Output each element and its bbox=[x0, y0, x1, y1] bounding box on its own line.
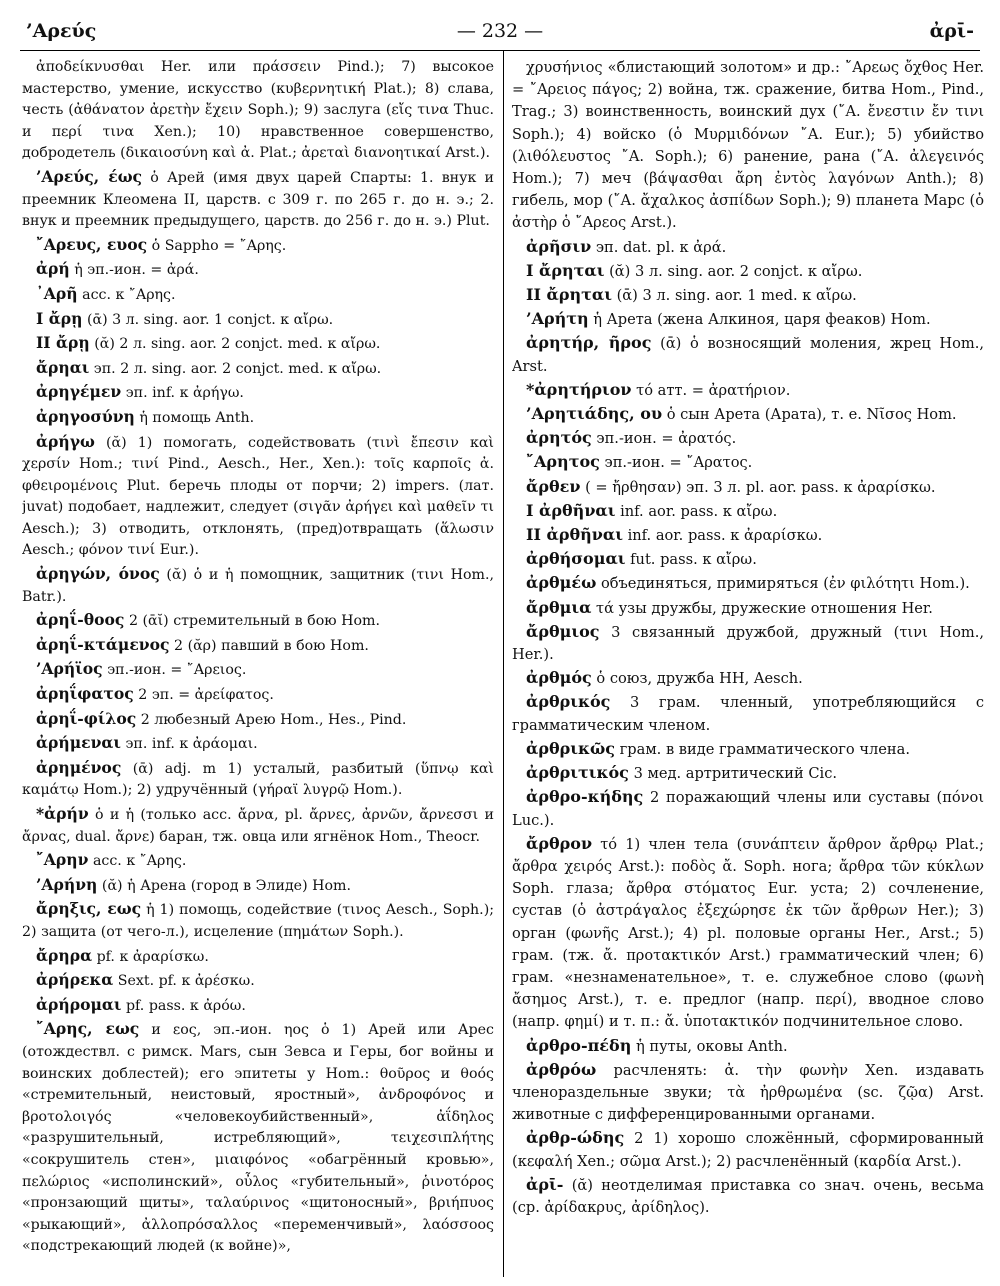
dictionary-entry bbox=[22, 658, 494, 682]
entry-headword: ἀρητήρ, ῆρος bbox=[526, 333, 652, 353]
dictionary-entry bbox=[512, 308, 984, 331]
entry-headword: ῎Αρευς, ευος bbox=[36, 234, 148, 254]
dictionary-entry bbox=[22, 898, 494, 943]
entry-headword: ἀρηγοσύνη bbox=[36, 406, 135, 426]
entry-definition: inf. aor. pass. к ἀραρίσκω. bbox=[627, 527, 823, 545]
entry-headword: ἄρηξις, εως bbox=[36, 899, 142, 919]
entry-headword: ’Αρεύς, έως bbox=[36, 166, 143, 186]
dictionary-entry bbox=[22, 609, 494, 633]
entry-definition: эп.-ион. = ῎Αρειος. bbox=[107, 662, 247, 679]
entry-headword: ’Αρήτη bbox=[526, 309, 589, 329]
entry-headword: ἀρῑ- bbox=[526, 1174, 564, 1194]
entry-definition: ἡ путы, оковы Anth. bbox=[635, 1037, 788, 1055]
dictionary-entry bbox=[512, 667, 984, 690]
entry-definition: τό атт. = ἀρατήριον. bbox=[636, 381, 791, 399]
dictionary-entry bbox=[22, 283, 494, 307]
dictionary-entry bbox=[22, 563, 494, 608]
entry-definition: 2 (ᾱῐ) стремительный в бою Hom. bbox=[128, 613, 380, 630]
entry-headword: ἀρθρ-ώδης bbox=[526, 1128, 625, 1148]
dictionary-entry bbox=[512, 236, 984, 259]
entry-headword: II ἄρηται bbox=[526, 285, 612, 305]
entry-definition: эп. dat. pl. к ἀρά. bbox=[595, 238, 727, 256]
entry-definition: 2 эп. = ἀρείφατος. bbox=[138, 687, 274, 704]
entry-headword: I ἄρῃ bbox=[36, 308, 83, 328]
entry-definition: 3 мед. артритический Cic. bbox=[633, 765, 838, 783]
entry-definition: (ᾱ) ὁ возносящий моления, жрец Hom., Arst. bbox=[512, 335, 984, 375]
dictionary-entry bbox=[22, 945, 494, 969]
dictionary-entry bbox=[22, 969, 494, 993]
entry-headword: ἀρηΐ-κτάμενος bbox=[36, 634, 170, 654]
dictionary-entry bbox=[512, 1174, 984, 1219]
entry-definition: ὁ и ἡ (только acc. ἄρνα, pl. ἄρνες, ἀρνῶν, ἄρνεσσι и ἄρνας, dual. ἄρνε) баран, тж. овца или ягнёнок Hom., Theocr. bbox=[22, 807, 494, 845]
dictionary-entry bbox=[512, 524, 984, 547]
entry-headword: ἀρή bbox=[36, 259, 70, 279]
dictionary-entry bbox=[22, 332, 494, 356]
entry-definition: грам. в виде грамматического члена. bbox=[619, 740, 910, 758]
entry-definition: эп.-ион. = ἀρατός. bbox=[596, 430, 737, 448]
entry-headword: ἀρηγέμεν bbox=[36, 382, 122, 402]
entry-headword: ῎Αρητος bbox=[526, 452, 600, 472]
dictionary-entry bbox=[512, 403, 984, 426]
entry-headword: ἀρθρο-κήδης bbox=[526, 787, 644, 807]
dictionary-entry bbox=[22, 994, 494, 1018]
entry-definition: (ᾰ) ἡ Арена (город в Элиде) Hom. bbox=[101, 877, 351, 894]
entry-definition: (ᾱ) adj. m 1) усталый, разбитый (ὕπνῳ καὶ καμάτῳ Hom.); 2) удручённый (γήραϊ λυγρῷ Hom.). bbox=[22, 760, 494, 799]
entry-headword: ἄρθρον bbox=[526, 833, 593, 853]
dictionary-entry bbox=[512, 332, 984, 377]
dictionary-entry bbox=[512, 1035, 984, 1058]
entry-definition: τά узы дружбы, дружеские отношения Her. bbox=[596, 599, 933, 617]
dictionary-entry bbox=[512, 500, 984, 523]
entry-definition: fut. pass. к αἴρω. bbox=[630, 551, 757, 569]
dictionary-entry bbox=[512, 57, 984, 235]
dictionary-entry bbox=[22, 308, 494, 332]
entry-definition: ἡ помощь Anth. bbox=[139, 409, 255, 426]
entry-headword: II ἀρθῆναι bbox=[526, 525, 623, 545]
dictionary-entry bbox=[512, 738, 984, 761]
entry-definition: эп.-ион. = ῎Αρατος. bbox=[604, 454, 753, 472]
dictionary-entry bbox=[512, 1127, 984, 1172]
entry-headword: ἄρθμια bbox=[526, 597, 592, 617]
entry-headword: ἄρηρα bbox=[36, 945, 93, 965]
entry-definition: Sext. pf. к ἀρέσκω. bbox=[117, 973, 255, 990]
page-header bbox=[20, 14, 980, 51]
entry-headword: ἀρήμεναι bbox=[36, 733, 121, 753]
entry-definition: эп. inf. к ἀράομαι. bbox=[125, 736, 258, 753]
entry-definition: 2 (ᾰρ) павший в бою Hom. bbox=[174, 637, 369, 654]
entry-definition: расчленять: ἀ. τὴν φωνὴν Xen. издавать членораздельные звуки; τὰ ἠρθρωμένα (sc. ζῷα) Arst. животные с дифференцированными органами. bbox=[512, 1061, 984, 1124]
dictionary-entry bbox=[22, 57, 494, 165]
entry-definition: ὁ сын Арета (Арата), т. е. Νῖσος Hom. bbox=[666, 406, 957, 424]
dictionary-entry bbox=[22, 634, 494, 658]
entry-headword: ἀρηΐφατος bbox=[36, 684, 134, 704]
columns bbox=[20, 51, 984, 1281]
entry-definition: (ᾰ) 2 л. sing. aor. 2 conjct. med. к αἴρω. bbox=[94, 336, 381, 353]
dictionary-entry bbox=[22, 803, 494, 848]
entry-definition: 3 грам. членный, употребляющийся с грамматическим членом. bbox=[512, 694, 984, 734]
entry-headword: ἀρθήσομαι bbox=[526, 549, 626, 569]
entry-definition: 2 любезный Арею Hom., Hes., Pind. bbox=[140, 711, 407, 728]
dictionary-entry bbox=[512, 762, 984, 785]
entry-headword: ἀρήρεκα bbox=[36, 970, 114, 990]
entry-headword: ἀρθρόω bbox=[526, 1059, 597, 1079]
entry-headword: II ἄρῃ bbox=[36, 333, 90, 353]
dictionary-entry bbox=[512, 451, 984, 474]
dictionary-entry bbox=[22, 357, 494, 381]
entry-definition: (ᾱ) 3 л. sing. aor. 1 med. к αἴρω. bbox=[616, 287, 857, 305]
entry-definition: ὁ союз, дружба HH, Aesch. bbox=[596, 670, 803, 688]
dictionary-entry bbox=[512, 691, 984, 736]
entry-headword: ἀρθμός bbox=[526, 668, 592, 688]
dictionary-entry bbox=[512, 833, 984, 1034]
entry-definition: (ᾱ) 3 л. sing. aor. 1 conjct. к αἴρω. bbox=[86, 311, 334, 328]
entry-headword: I ἄρηται bbox=[526, 260, 605, 280]
dictionary-entry bbox=[22, 849, 494, 873]
entry-headword: ’Αρήνη bbox=[36, 874, 98, 894]
entry-definition: 3 связанный дружбой, дружный (τινι Hom., Her.). bbox=[512, 623, 984, 664]
entry-definition: 2 1) хорошо сложённый, сформированный (κεφαλή Xen.; σῶμα Arst.); 2) расчленённый (καρδία Arst.). bbox=[512, 1130, 984, 1170]
dictionary-entry bbox=[22, 1018, 494, 1258]
entry-headword: ’Αρήϊος bbox=[36, 659, 103, 679]
entry-definition: ἀποδείκνυσθαι Her. или πράσσειν Pind.); 7) высокое мастерство, умение, искусство (κυβερνητική Plat.); 8) слава, честь (ἀθάνατον ἀρετὴν ἔχειν Soph.); 9) заслуга (εἴς τινα Thuc. и περί τινα Xen.); 10) нравственное совершенство, добродетель (δικαιοσύνη καὶ ἀ. Plat.; ἀρεταὶ διανοητικαί Arst.). bbox=[22, 59, 494, 162]
entry-definition: τό 1) член тела (συνάπτειν ἄρθρον ἄρθρῳ Plat.; ἄρθρα χειρός Arst.): ποδὸς ἄ. Soph. нога; ἄρθρα τῶν κύκλων Soph. глаза; ἄρθρα στόματος Eur. уста; 2) сочленение, сустав (ὁ ἀστράγαλος ἐξεχώρησε ἐκ τῶν ἄρθρων Her.); 3) орган (φωνῆς Arst.); 4) pl. половые органы Her., Arst.; 5) грам. (тж. ἄ. προτακτικόν Arst.) грамматический член; 6) грам. «незнаменательное», т. е. служебное слово (φωνὴ ἄσημος Arst.), т. е. предлог (напр. περί), вводное слово (напр. φημί) и т. п.: ἄ. ὑποτακτικόν подчинительное слово. bbox=[512, 835, 984, 1031]
entry-definition: ἡ Арета (жена Алкиноя, царя феаков) Hom. bbox=[593, 311, 931, 329]
entry-definition: эп. 2 л. sing. aor. 2 conjct. med. к αἴρω. bbox=[93, 360, 382, 377]
dictionary-entry bbox=[512, 260, 984, 283]
dictionary-entry bbox=[512, 427, 984, 450]
dictionary-entry bbox=[512, 379, 984, 402]
entry-definition: pf. к ἀραρίσκω. bbox=[96, 948, 209, 965]
entry-headword: ἀρθρο-πέδη bbox=[526, 1035, 632, 1055]
entry-definition: ἡ 1) помощь, содействие (τινος Aesch., Soph.); 2) защита (от чего-л.), исцеление (πημάτων Soph.). bbox=[22, 902, 494, 940]
entry-definition: χρυσήνιος «блистающий золотом» и др.: ῎Αρεως ὄχθος Her. = ῎Αρειος πάγος; 2) война, тж. сражение, битва Hom., Pind., Trag.; 3) воинственность, воинский дух (῎Α. ἔνεστιν ἔν τινι Soph.); 4) войско (ὁ Μυρμιδόνων ῎Α. Eur.); 5) убийство (λιθόλευστος ῎Α. Soph.); 6) ранение, рана (῎Α. ἀλεγεινός Hom.); 7) меч (βάψασθαι ἄρη ἐντὸς λαγόνων Anth.); 8) гибель, мор (῎Α. ἄχαλκος ἀσπίδων Soph.); 9) планета Марс (ὁ ἀστὴρ ὁ ῎Αρεος Arst.). bbox=[512, 59, 984, 232]
entry-definition: ἡ эп.-ион. = ἀρά. bbox=[74, 262, 199, 279]
entry-headword: ἄρθεν bbox=[526, 476, 581, 496]
column-divider bbox=[503, 51, 504, 1277]
entry-headword: I ἀρθῆναι bbox=[526, 500, 616, 520]
entry-headword: ’Αρητιάδης, ου bbox=[526, 404, 663, 424]
entry-definition: (ᾰ) неотделимая приставка со знач. очень, весьма (ср. ἀρίδακρυς, ἀρίδηλος). bbox=[512, 1176, 984, 1216]
entry-headword: ἀρητός bbox=[526, 428, 592, 448]
entry-definition: inf. aor. pass. к αἴρω. bbox=[620, 502, 778, 520]
entry-headword: *ἀρητήριον bbox=[526, 379, 632, 399]
entry-definition: ὁ Sappho = ῎Αρης. bbox=[151, 237, 287, 254]
entry-headword: ἀρθριτικός bbox=[526, 763, 629, 783]
entry-headword: ἀρθρικῶς bbox=[526, 738, 615, 758]
header-left-guideword: ’Αρεύς bbox=[26, 20, 97, 42]
entry-definition: ὁ Арей (имя двух царей Спарты: 1. внук и преемник Клеомена II, царств. с 309 г. по 265 г. до н. э.; 2. внук и преемник предыдущего, царств. до 256 г. до н. э.) Plut. bbox=[22, 169, 494, 230]
entry-headword: ἀρήρομαι bbox=[36, 994, 122, 1014]
dictionary-entry bbox=[22, 234, 494, 258]
entry-definition: ( = ἤρθησαν) эп. 3 л. pl. aor. pass. к ἀραρίσκω. bbox=[585, 478, 936, 496]
dictionary-entry bbox=[512, 597, 984, 620]
entry-definition: pf. pass. к ἀρόω. bbox=[125, 997, 246, 1014]
dictionary-entry bbox=[22, 874, 494, 898]
entry-definition: и εος, эп.-ион. ηος ὁ 1) Арей или Арес (отождествл. с римск. Mars, сын Зевса и Геры, бог войны и воинских доблестей); его эпитеты у Hom.: θοῦρος и θοός «стремительный, неистовый, яростный», ἀνδροφόνος и βροτολοιγός «человекоубийственный», ἀΐδηλος «разрушительный, истребляющий», τειχεσιπλήτης «сокрушитель стен», μιαιφόνος «обагрённый кровью», πελώριος «исполинский», οὖλος «губительный», ῥινοτόρος «пронзающий щиты», ταλαύρινος «щитоносный», βριήπυος «рыкающий», ἀλλοπρόσαλλος «переменчивый», λαόσσοος «подстрекающий людей (к войне)», bbox=[22, 1022, 494, 1255]
dictionary-entry bbox=[22, 381, 494, 405]
dictionary-entry bbox=[512, 476, 984, 499]
dictionary-entry bbox=[512, 621, 984, 666]
entry-definition: (ᾰ) 1) помогать, содействовать (τινὶ ἔπεσιν καὶ χερσίν Hom.; τινί Pind., Aesch., Her., Xen.): τοῖς καρποῖς ἀ. φθειρομένοις Plut. беречь плоды от порчи; 2) impers. (лат. juvat) подобает, надлежит, следует (σιγᾶν ἀρήγει καὶ μαθεῖν τι Aesch.); 3) отводить, отклонять, (пред)отвращать (ἅλωσιν Aesch.; φόνον τινί Eur.). bbox=[22, 434, 494, 559]
entry-definition: acc. к ῎Αρης. bbox=[82, 286, 176, 303]
entry-definition: (ᾰ) ὁ и ἡ помощник, защитник (τινι Hom., Batr.). bbox=[22, 567, 494, 605]
dictionary-entry bbox=[512, 786, 984, 831]
dictionary-entry bbox=[22, 406, 494, 430]
entry-headword: ῎Αρην bbox=[36, 850, 89, 870]
entry-headword: ᾿Αρῆ bbox=[36, 283, 78, 303]
entry-definition: объединяться, примиряться (ἐν φιλότητι Hom.). bbox=[600, 575, 970, 593]
entry-definition: эп. inf. к ἀρήγω. bbox=[125, 385, 244, 402]
entry-headword: ἄρθμιος bbox=[526, 621, 600, 641]
dictionary-entry bbox=[512, 1059, 984, 1127]
dictionary-entry bbox=[512, 548, 984, 571]
right-column bbox=[512, 57, 984, 1220]
entry-headword: ἀρηγών, όνος bbox=[36, 564, 160, 584]
left-column bbox=[22, 57, 494, 1259]
entry-definition: 2 поражающий члены или суставы (πόνοι Luc.). bbox=[512, 789, 984, 829]
entry-definition: acc. к ῎Αρης. bbox=[92, 853, 187, 870]
entry-definition: (ᾰ) 3 л. sing. aor. 2 conjct. к αἴρω. bbox=[609, 262, 863, 280]
dictionary-entry bbox=[22, 757, 494, 802]
dictionary-entry bbox=[22, 166, 494, 233]
entry-headword: *ἀρήν bbox=[36, 804, 89, 823]
entry-headword: ἀρθρικός bbox=[526, 692, 611, 712]
entry-headword: ἀρηΐ-θοος bbox=[36, 610, 125, 630]
dictionary-entry bbox=[22, 683, 494, 707]
entry-headword: ἀρθμέω bbox=[526, 573, 597, 593]
dictionary-entry bbox=[22, 708, 494, 732]
dictionary-entry bbox=[512, 284, 984, 307]
entry-headword: ῎Αρης, εως bbox=[36, 1019, 140, 1039]
entry-headword: ἀρήγω bbox=[36, 431, 95, 451]
dictionary-entry bbox=[22, 258, 494, 282]
entry-headword: ἀρῆσιν bbox=[526, 236, 592, 256]
dictionary-entry bbox=[512, 572, 984, 595]
entry-headword: ἀρηΐ-φίλος bbox=[36, 708, 137, 728]
dictionary-entry bbox=[22, 431, 494, 563]
entry-headword: ἄρηαι bbox=[36, 357, 90, 377]
entry-headword: ἀρημένος bbox=[36, 757, 122, 777]
page-number: — 232 — bbox=[456, 20, 544, 42]
header-right-guideword: ἀρῑ- bbox=[929, 20, 974, 42]
dictionary-entry bbox=[22, 732, 494, 756]
